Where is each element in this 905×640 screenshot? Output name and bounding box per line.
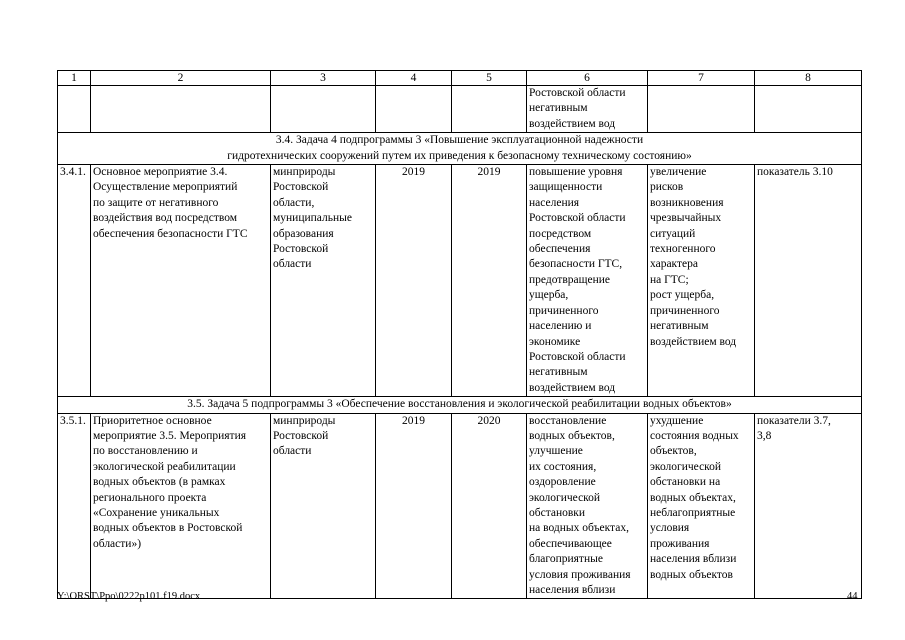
table-cell [755, 86, 862, 133]
result-cell: Ростовской области негативным воздействием вод [527, 86, 648, 133]
page-number: 44 [847, 591, 858, 602]
start-year: 2019 [376, 413, 452, 599]
table-cell [271, 86, 376, 133]
measure-name: Основное мероприятие 3.4. Осуществление мероприятий по защите от негативного воздействия вод посредством обеспечения безопасности ГТС [91, 165, 271, 397]
task-heading-row [58, 133, 862, 165]
measure-name: Приоритетное основное мероприятие 3.5. Мероприятия по восстановлению и экологической реабилитации водных объектов (в рамках регионального проекта «Сохранение уникальных водных объектов в Ростовской области») [91, 413, 271, 599]
row-number: 3.5.1. [58, 413, 91, 599]
consequence-cell: увеличение рисков возникновения чрезвычайных ситуаций техногенного характера на ГТС; рост ущерба, причиненного негативным воздействием вод [648, 165, 755, 397]
indicator-cell: показатель 3.10 [755, 165, 862, 397]
consequence-cell: ухудшение состояния водных объектов, экологической обстановки на водных объектах, неблагоприятные условия проживания населения вблизи водных объектов [648, 413, 755, 599]
header-row [58, 71, 862, 86]
table-cell [91, 86, 271, 133]
table-row [58, 413, 862, 599]
result-cell: восстановление водных объектов, улучшение их состояния, оздоровление экологической обстановки на водных объектах, обеспечивающее благоприятные условия проживания населения вблизи [527, 413, 648, 599]
executor-cell: минприроды Ростовской области [271, 413, 376, 599]
task-4-heading: 3.4. Задача 4 подпрограммы 3 «Повышение эксплуатационной надежности гидротехнических сооружений путем их приведения к безопасному техническому состоянию» [58, 133, 862, 165]
end-year: 2020 [452, 413, 527, 599]
column-header: 5 [452, 71, 527, 86]
continuation-row [58, 86, 862, 133]
file-path: Y:\ORST\Ppo\0222p101.f19.docx [57, 591, 201, 602]
column-header: 2 [91, 71, 271, 86]
table-cell [452, 86, 527, 133]
executor-cell: минприроды Ростовской области, муниципальные образования Ростовской области [271, 165, 376, 397]
indicator-cell: показатели 3.7, 3,8 [755, 413, 862, 599]
table-cell [58, 86, 91, 133]
program-table [57, 70, 862, 599]
table-cell [376, 86, 452, 133]
column-header: 1 [58, 71, 91, 86]
end-year: 2019 [452, 165, 527, 397]
row-number: 3.4.1. [58, 165, 91, 397]
column-header: 8 [755, 71, 862, 86]
column-header: 3 [271, 71, 376, 86]
task-5-heading: 3.5. Задача 5 подпрограммы 3 «Обеспечение восстановления и экологической реабилитации водных объектов» [58, 397, 862, 413]
table-row [58, 165, 862, 397]
table-cell [648, 86, 755, 133]
start-year: 2019 [376, 165, 452, 397]
column-header: 4 [376, 71, 452, 86]
column-header: 6 [527, 71, 648, 86]
column-header: 7 [648, 71, 755, 86]
result-cell: повышение уровня защищенности населения Ростовской области посредством обеспечения безопасности ГТС, предотвращение ущерба, причиненного населению и экономике Ростовской области негативным воздействием вод [527, 165, 648, 397]
task-heading-row [58, 397, 862, 413]
